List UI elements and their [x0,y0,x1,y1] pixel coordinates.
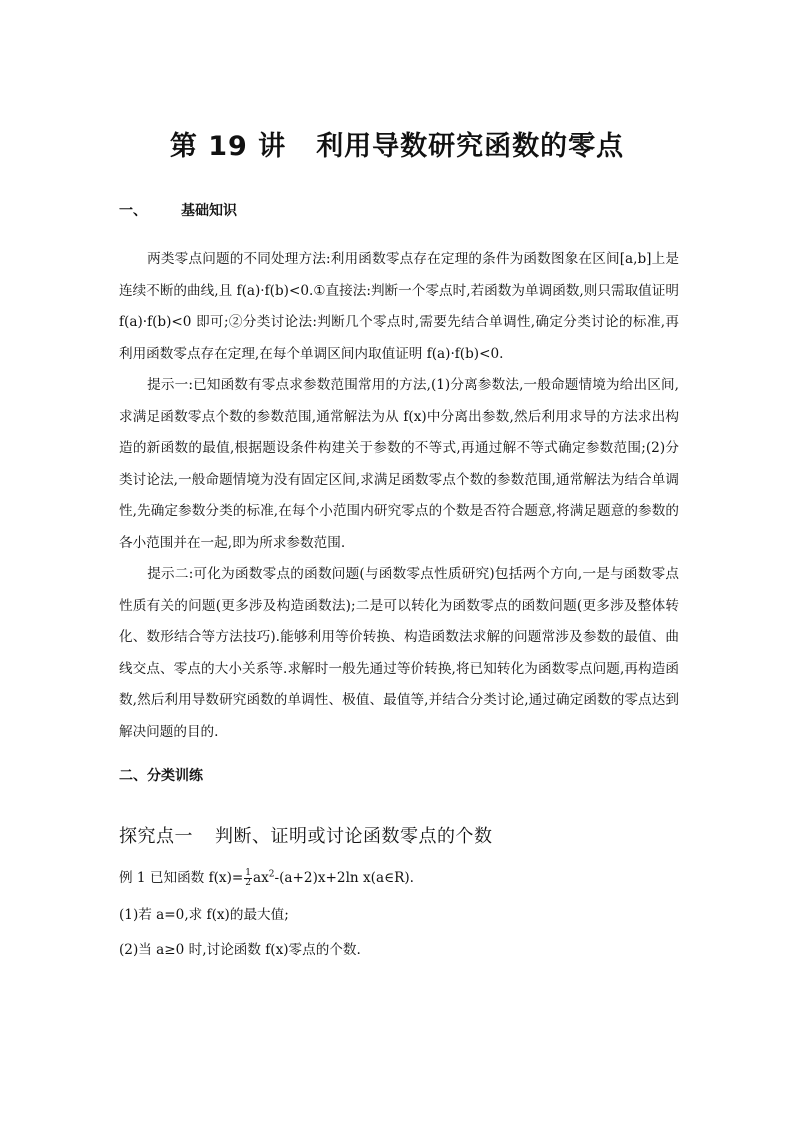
section-heading-basics [119,200,237,220]
explore-title: 判断、证明或讨论函数零点的个数 [215,826,493,847]
example-suffix: -(a+2)x+2ln x(a∈R). [274,870,414,886]
section-title: 基础知识 [181,203,237,219]
question-1: (1)若 a=0,求 f(x)的最大值; [119,907,289,923]
explore-label: 探究点一 [119,826,193,847]
example-term: ax [253,870,269,886]
explore-heading [119,822,493,848]
fraction-denominator: 2 [245,878,252,888]
question-2: (2)当 a≥0 时,讨论函数 f(x)零点的个数. [119,942,361,958]
paragraph-hint-one [119,370,679,559]
paragraph-hint-two-text: 提示二:可化为函数零点的函数问题(与函数零点性质研究)包括两个方向,一是与函数零点性质有关的问题(更多涉及构造函数法);二是可以转化为函数零点的函数问题(更多涉及整体转化、数形结合等方法技巧).能够利用等价转换、构造函数法求解的问题常涉及参数的最值、曲线交点、零点的大小关系等.求解时一般先通过等价转换,将已知转化为函数零点问题,再构造函数,然后利用导数研究函数的单调性、极值、最值等,并结合分类讨论,通过确定函数的零点达到解决问题的目的. [119,566,679,740]
fraction-numerator: 1 [245,868,252,878]
paragraph-methods [119,244,679,370]
lecture-topic: 利用导数研究函数的零点 [316,131,625,162]
fraction [244,869,252,888]
exponent: 2 [268,869,275,880]
lecture-number: 第 19 讲 [169,131,287,162]
section-number: 一、 [119,203,147,219]
example-prefix: 例 1 已知函数 f(x)= [119,870,244,886]
paragraph-hint-two [119,559,679,748]
example-statement [119,866,414,888]
paragraph-hint-one-text: 提示一:已知函数有零点求参数范围常用的方法,(1)分离参数法,一般命题情境为给出区间,求满足函数零点个数的参数范围,通常解法为从 f(x)中分离出参数,然后利用求导的方法求出构造的新函数的最值,根据题设条件构建关于参数的不等式,再通过解不等式确定参数范围;(2)分类讨论法,一般命题情境为没有固定区间,求满足函数零点个数的参数范围,通常解法为结合单调性,先确定参数分类的标准,在每个小范围内研究零点的个数是否符合题意,将满足题意的参数的各小范围并在一起,即为所求参数范围. [119,377,679,551]
page-title [0,124,794,163]
paragraph-methods-text: 两类零点问题的不同处理方法:利用函数零点存在定理的条件为函数图象在区间[a,b]上是连续不断的曲线,且 f(a)·f(b)<0.①直接法:判断一个零点时,若函数为单调函数,则只需取值证明 f(a)·f(b)<0 即可;②分类讨论法:判断几个零点时,需要先结合单调性,确定分类讨论的标准,再利用函数零点存在定理,在每个单调区间内取值证明 f(a)·f(b)<0. [119,251,679,362]
section-heading-training: 二、分类训练 [119,768,203,784]
